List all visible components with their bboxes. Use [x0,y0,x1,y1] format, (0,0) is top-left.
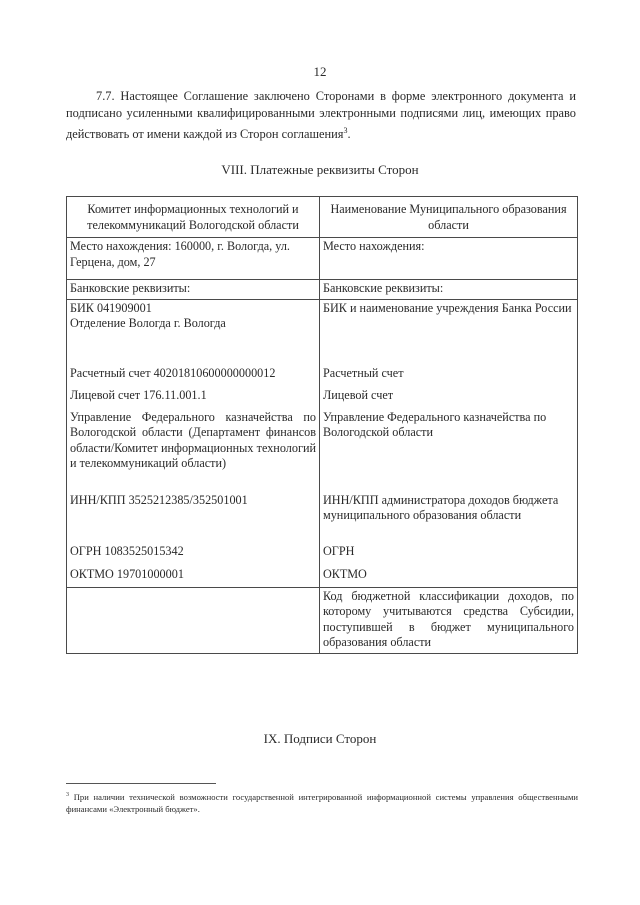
table-cell: Управление Федерального казначейства по Вологодской области [320,409,578,492]
footnote-mark: 3 [66,792,69,798]
table-cell: Управление Федерального казначейства по Вологодской области (Департамент финансов области/Комитет информационных технологий и телекоммуникаций области) [67,409,320,492]
table-row [67,409,578,492]
clause-7-7-text: 7.7. Настоящее Соглашение заключено Сторонами в форме электронного документа и подписано усиленными квалифицированными электронными подписями лиц, имеющих право действовать от имени каждой из Сторон соглашения [66,89,576,142]
table-cell: Банковские реквизиты: [67,280,320,300]
table-cell: Расчетный счет [320,365,578,387]
bank-branch-text: Отделение Вологда г. Вологда [70,316,226,330]
clause-7-7-end: . [347,127,351,142]
table-cell: ОКТМО [320,566,578,588]
table-row [67,492,578,543]
footnote-divider [66,783,216,784]
table-row [67,587,578,653]
right-party-header: Наименование Муниципального образования области [320,197,578,238]
table-cell: Лицевой счет 176.11.001.1 [67,387,320,409]
table-cell [67,587,320,653]
page-number: 12 [313,64,327,79]
footnote [66,789,578,815]
table-row [67,299,578,365]
table-header-row [67,197,578,238]
table-cell: ОГРН [320,543,578,566]
left-party-header: Комитет информационных технологий и телекоммуникаций Вологодской области [67,197,320,238]
table-cell: ИНН/КПП 3525212385/352501001 [67,492,320,543]
payment-details-table [66,196,578,654]
table-row [67,543,578,566]
table-cell [67,299,320,365]
table-cell: ОГРН 1083525015342 [67,543,320,566]
table-cell: ИНН/КПП администратора доходов бюджета муниципального образования области [320,492,578,543]
table-row [67,238,578,280]
table-cell: ОКТМО 19701000001 [67,566,320,588]
table-cell: Место нахождения: [320,238,578,280]
table-cell: Код бюджетной классификации доходов, по которому учитываются средства Субсидии, поступившей в бюджет муниципального образования области [320,587,578,653]
section-8-title: VIII. Платежные реквизиты Сторон [221,162,419,177]
table-row [67,365,578,387]
bik-text: БИК 041909001 [70,300,152,315]
table-cell: Место нахождения: 160000, г. Вологда, ул. Герцена, дом, 27 [67,238,320,280]
clause-7-7 [66,88,576,143]
table-row [67,566,578,588]
footnote-text: При наличии технической возможности государственной интегрированной информационной системы управления общественными финансами «Электронный бюджет». [66,791,578,814]
footnote-ref[interactable]: 3 [343,126,348,135]
table-row [67,280,578,300]
table-cell: Банковские реквизиты: [320,280,578,300]
table-cell: Расчетный счет 40201810600000000012 [67,365,320,387]
table-cell: Лицевой счет [320,387,578,409]
table-cell: БИК и наименование учреждения Банка России [320,299,578,365]
section-9-title: IX. Подписи Сторон [263,731,377,746]
table-row [67,387,578,409]
